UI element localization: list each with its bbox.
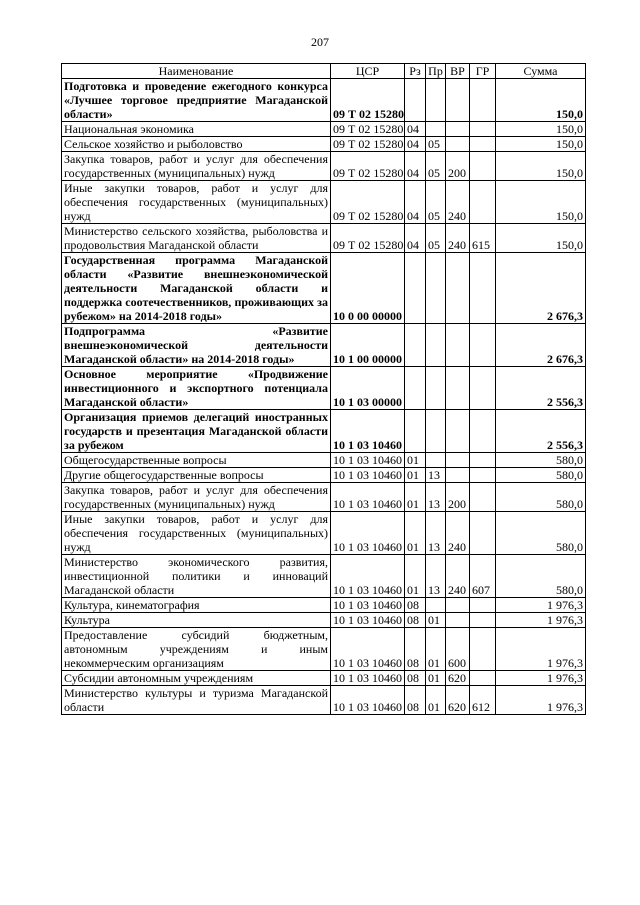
cell-rz: [405, 410, 426, 453]
cell-csr: 09 Т 02 15280: [331, 122, 405, 137]
cell-pr: 01: [426, 686, 446, 715]
cell-vr: [446, 468, 470, 483]
cell-pr: [426, 367, 446, 410]
cell-gr: 612: [470, 686, 496, 715]
cell-name: Иные закупки товаров, работ и услуг для обеспечения государственных (муниципальных) нужд: [62, 512, 331, 555]
cell-rz: 01: [405, 468, 426, 483]
cell-csr: 10 1 03 10460: [331, 483, 405, 512]
cell-gr: 615: [470, 224, 496, 253]
cell-vr: [446, 367, 470, 410]
cell-sum: 1 976,3: [496, 598, 586, 613]
table-row: [62, 628, 586, 671]
table-row: [62, 555, 586, 598]
cell-csr: 09 Т 02 15280: [331, 181, 405, 224]
cell-sum: 1 976,3: [496, 613, 586, 628]
header-vr: ВР: [446, 64, 470, 79]
cell-vr: 200: [446, 152, 470, 181]
cell-gr: [470, 137, 496, 152]
cell-rz: 01: [405, 512, 426, 555]
cell-rz: 04: [405, 152, 426, 181]
cell-name: Организация приемов делегаций иностранных государств и презентация Магаданской области за рубежом: [62, 410, 331, 453]
table-row: [62, 79, 586, 122]
table-row: [62, 512, 586, 555]
table-row: [62, 122, 586, 137]
cell-name: Министерство экономического развития, инвестиционной политики и инноваций Магаданской области: [62, 555, 331, 598]
cell-sum: 1 976,3: [496, 628, 586, 671]
cell-csr: 10 1 03 00000: [331, 367, 405, 410]
header-sum: Сумма: [496, 64, 586, 79]
cell-csr: 10 1 03 10460: [331, 613, 405, 628]
header-csr: ЦСР: [331, 64, 405, 79]
cell-csr: 10 1 00 00000: [331, 324, 405, 367]
cell-csr: 09 Т 02 15280: [331, 152, 405, 181]
cell-csr: 10 1 03 10460: [331, 598, 405, 613]
cell-name: Министерство культуры и туризма Магаданской области: [62, 686, 331, 715]
cell-csr: 09 Т 02 15280: [331, 224, 405, 253]
table-header-row: [62, 64, 586, 79]
cell-sum: 150,0: [496, 137, 586, 152]
cell-gr: [470, 410, 496, 453]
cell-name: Подпрограмма «Развитие внешнеэкономической деятельности Магаданской области» на 2014-2018 годы»: [62, 324, 331, 367]
cell-vr: [446, 253, 470, 324]
cell-csr: 10 1 03 10460: [331, 555, 405, 598]
cell-name: Культура: [62, 613, 331, 628]
header-name: Наименование: [62, 64, 331, 79]
cell-vr: 240: [446, 512, 470, 555]
cell-vr: 620: [446, 686, 470, 715]
cell-pr: [426, 253, 446, 324]
cell-name: Культура, кинематография: [62, 598, 331, 613]
table-row: [62, 224, 586, 253]
cell-name: Закупка товаров, работ и услуг для обеспечения государственных (муниципальных) нужд: [62, 483, 331, 512]
header-gr: ГР: [470, 64, 496, 79]
cell-vr: 620: [446, 671, 470, 686]
cell-name: Государственная программа Магаданской области «Развитие внешнеэкономической деятельности Магаданской области и поддержка соотечественников, проживающих за рубежом» на 2014-2018 годы»: [62, 253, 331, 324]
cell-pr: 05: [426, 152, 446, 181]
cell-sum: 580,0: [496, 468, 586, 483]
cell-name: Министерство сельского хозяйства, рыболовства и продовольствия Магаданской области: [62, 224, 331, 253]
cell-csr: 09 Т 02 15280: [331, 137, 405, 152]
cell-pr: [426, 453, 446, 468]
cell-pr: [426, 324, 446, 367]
cell-vr: 240: [446, 555, 470, 598]
cell-gr: [470, 79, 496, 122]
cell-pr: [426, 598, 446, 613]
cell-gr: [470, 628, 496, 671]
table-row: [62, 598, 586, 613]
table-row: [62, 181, 586, 224]
cell-gr: 607: [470, 555, 496, 598]
cell-pr: [426, 410, 446, 453]
cell-csr: 10 1 03 10460: [331, 512, 405, 555]
table-row: [62, 468, 586, 483]
cell-vr: [446, 453, 470, 468]
cell-rz: 01: [405, 453, 426, 468]
cell-vr: [446, 613, 470, 628]
cell-gr: [470, 598, 496, 613]
cell-vr: [446, 598, 470, 613]
cell-csr: 10 1 03 10460: [331, 686, 405, 715]
cell-name: Иные закупки товаров, работ и услуг для обеспечения государственных (муниципальных) нужд: [62, 181, 331, 224]
cell-rz: [405, 253, 426, 324]
cell-vr: [446, 410, 470, 453]
table-row: [62, 613, 586, 628]
cell-name: Основное мероприятие «Продвижение инвестиционного и экспортного потенциала Магаданской области»: [62, 367, 331, 410]
cell-name: Подготовка и проведение ежегодного конкурса «Лучшее торговое предприятие Магаданской области»: [62, 79, 331, 122]
page-number: 207: [311, 35, 329, 49]
table-row: [62, 253, 586, 324]
cell-csr: 10 1 03 10460: [331, 453, 405, 468]
cell-name: Другие общегосударственные вопросы: [62, 468, 331, 483]
cell-rz: 08: [405, 598, 426, 613]
cell-gr: [470, 152, 496, 181]
cell-sum: 150,0: [496, 224, 586, 253]
cell-rz: 04: [405, 137, 426, 152]
cell-pr: 01: [426, 628, 446, 671]
cell-gr: [470, 671, 496, 686]
cell-pr: 05: [426, 224, 446, 253]
header-rz: Рз: [405, 64, 426, 79]
cell-rz: 08: [405, 628, 426, 671]
cell-pr: 13: [426, 483, 446, 512]
cell-pr: [426, 122, 446, 137]
cell-pr: 05: [426, 137, 446, 152]
cell-vr: [446, 137, 470, 152]
table-row: [62, 137, 586, 152]
table-row: [62, 152, 586, 181]
cell-vr: 240: [446, 224, 470, 253]
cell-csr: 10 1 03 10460: [331, 628, 405, 671]
cell-rz: 08: [405, 686, 426, 715]
cell-vr: 200: [446, 483, 470, 512]
cell-gr: [470, 483, 496, 512]
table-row: [62, 367, 586, 410]
table-row: [62, 324, 586, 367]
cell-rz: 04: [405, 181, 426, 224]
cell-vr: 240: [446, 181, 470, 224]
cell-csr: 10 0 00 00000: [331, 253, 405, 324]
cell-gr: [470, 613, 496, 628]
cell-pr: 13: [426, 555, 446, 598]
cell-sum: 2 676,3: [496, 253, 586, 324]
header-pr: Пр: [426, 64, 446, 79]
cell-vr: [446, 79, 470, 122]
cell-name: Закупка товаров, работ и услуг для обеспечения государственных (муниципальных) нужд: [62, 152, 331, 181]
cell-sum: 150,0: [496, 79, 586, 122]
cell-gr: [470, 468, 496, 483]
cell-name: Субсидии автономным учреждениям: [62, 671, 331, 686]
cell-rz: 01: [405, 483, 426, 512]
cell-gr: [470, 512, 496, 555]
table-row: [62, 453, 586, 468]
table-row: [62, 483, 586, 512]
cell-name: Предоставление субсидий бюджетным, автономным учреждениям и иным некоммерческим организациям: [62, 628, 331, 671]
cell-gr: [470, 367, 496, 410]
cell-csr: 09 Т 02 15280: [331, 79, 405, 122]
table-row: [62, 686, 586, 715]
table-row: [62, 671, 586, 686]
cell-pr: 05: [426, 181, 446, 224]
cell-name: Национальная экономика: [62, 122, 331, 137]
cell-csr: 10 1 03 10460: [331, 468, 405, 483]
cell-sum: 2 676,3: [496, 324, 586, 367]
cell-rz: [405, 324, 426, 367]
cell-gr: [470, 453, 496, 468]
cell-rz: [405, 367, 426, 410]
cell-gr: [470, 122, 496, 137]
cell-rz: 04: [405, 122, 426, 137]
cell-rz: 08: [405, 671, 426, 686]
cell-sum: 580,0: [496, 512, 586, 555]
table-row: [62, 410, 586, 453]
budget-table: [61, 63, 586, 715]
cell-vr: [446, 122, 470, 137]
cell-pr: 13: [426, 512, 446, 555]
cell-sum: 580,0: [496, 453, 586, 468]
cell-vr: 600: [446, 628, 470, 671]
cell-rz: 08: [405, 613, 426, 628]
cell-pr: 01: [426, 671, 446, 686]
cell-pr: [426, 79, 446, 122]
cell-gr: [470, 253, 496, 324]
cell-rz: [405, 79, 426, 122]
cell-sum: 2 556,3: [496, 410, 586, 453]
cell-sum: 2 556,3: [496, 367, 586, 410]
cell-sum: 580,0: [496, 483, 586, 512]
cell-pr: 01: [426, 613, 446, 628]
cell-name: Сельское хозяйство и рыболовство: [62, 137, 331, 152]
cell-name: Общегосударственные вопросы: [62, 453, 331, 468]
cell-rz: 01: [405, 555, 426, 598]
cell-sum: 1 976,3: [496, 671, 586, 686]
cell-sum: 150,0: [496, 152, 586, 181]
cell-pr: 13: [426, 468, 446, 483]
cell-csr: 10 1 03 10460: [331, 410, 405, 453]
cell-sum: 1 976,3: [496, 686, 586, 715]
cell-sum: 150,0: [496, 122, 586, 137]
table-body: [62, 79, 586, 715]
cell-gr: [470, 324, 496, 367]
cell-csr: 10 1 03 10460: [331, 671, 405, 686]
cell-sum: 150,0: [496, 181, 586, 224]
cell-sum: 580,0: [496, 555, 586, 598]
cell-vr: [446, 324, 470, 367]
cell-rz: 04: [405, 224, 426, 253]
cell-gr: [470, 181, 496, 224]
